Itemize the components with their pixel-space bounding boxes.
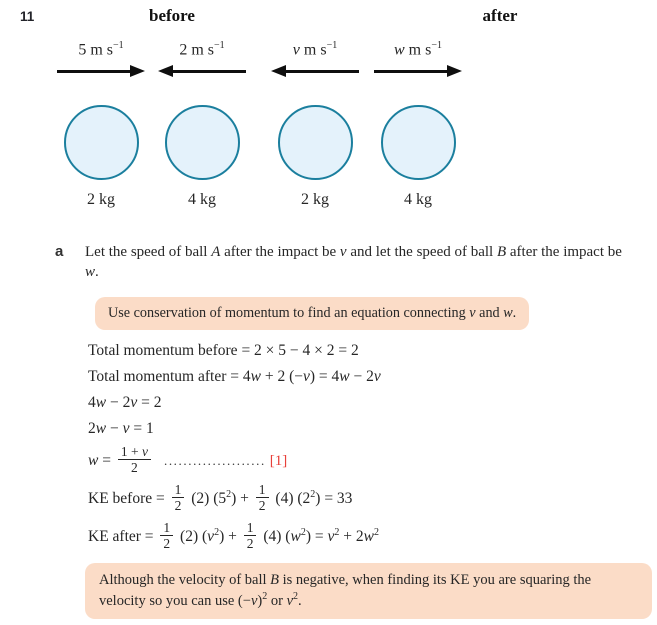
balls-row bbox=[0, 40, 657, 220]
ball-column bbox=[368, 40, 468, 209]
math-line: 4w − 2v = 2 bbox=[88, 394, 162, 411]
ball-column bbox=[51, 40, 151, 209]
hint-box bbox=[95, 297, 529, 330]
velocity-label: w m $s^{-1}$ bbox=[394, 40, 442, 59]
math-line: KE before = $\frac{1}{2}$ (2) $(5^2)$ + $\frac{1}{2}$ (4) $(2^2) = 33$ bbox=[88, 482, 353, 513]
note-box-text: Although the velocity of ball B is negative, when finding its KE you are squaring the velocity so you can use $(-v)^2$ or $v^2$. bbox=[99, 572, 592, 610]
ball-circle bbox=[64, 105, 139, 180]
arrow-shaft bbox=[282, 70, 359, 73]
worked-solution bbox=[88, 342, 608, 560]
mass-label: 2 kg bbox=[301, 191, 329, 208]
arrow-shaft bbox=[169, 70, 246, 73]
mass-label: 2 kg bbox=[87, 191, 115, 208]
equation-ref: [1] bbox=[269, 453, 288, 470]
velocity-arrow-right-icon bbox=[57, 65, 145, 77]
math-line: Total momentum before = 2 × 5 − 4 × 2 = 2 bbox=[88, 342, 359, 359]
part-a-label: a bbox=[55, 243, 64, 260]
ball-column bbox=[265, 40, 365, 209]
velocity-arrow-right-icon bbox=[374, 65, 462, 77]
math-line: 2w − v = 1 bbox=[88, 420, 154, 437]
part-a-text: Let the speed of ball A after the impact be v and let the speed of ball B after the impact be w. bbox=[85, 244, 622, 281]
velocity-label: v m $s^{-1}$ bbox=[292, 40, 338, 59]
hint-box-text: Use conservation of momentum to find an equation connecting v and w. bbox=[108, 305, 517, 321]
after-header: after bbox=[482, 6, 518, 25]
before-header: before bbox=[149, 6, 195, 25]
ball-circle bbox=[278, 105, 353, 180]
velocity-arrow-left-icon bbox=[271, 65, 359, 77]
arrow-shaft bbox=[374, 70, 451, 73]
arrow-head bbox=[158, 65, 173, 77]
math-line: KE after = $\frac{1}{2}$ (2) $(v^2)$ + $\frac{1}{2}$ (4) $(w^2) = v^2 + 2w^2$ bbox=[88, 520, 379, 551]
ball-circle bbox=[381, 105, 456, 180]
mass-label: 4 kg bbox=[404, 191, 432, 208]
ball-circle bbox=[165, 105, 240, 180]
velocity-arrow-left-icon bbox=[158, 65, 246, 77]
question-number: 11 bbox=[20, 9, 35, 24]
math-line: Total momentum after = 4w + 2 (−v) = 4w − 2v bbox=[88, 368, 381, 385]
math-line: w = $\frac{1 + v}{2}$ ..................... [1] bbox=[88, 444, 288, 475]
arrow-head bbox=[130, 65, 145, 77]
velocity-label: 2 m $s^{-1}$ bbox=[179, 40, 225, 59]
arrow-shaft bbox=[57, 70, 134, 73]
ball-column bbox=[152, 40, 252, 209]
mass-label: 4 kg bbox=[188, 191, 216, 208]
arrow-head bbox=[447, 65, 462, 77]
note-box bbox=[85, 563, 652, 619]
velocity-label: 5 m $s^{-1}$ bbox=[78, 40, 124, 59]
arrow-head bbox=[271, 65, 286, 77]
